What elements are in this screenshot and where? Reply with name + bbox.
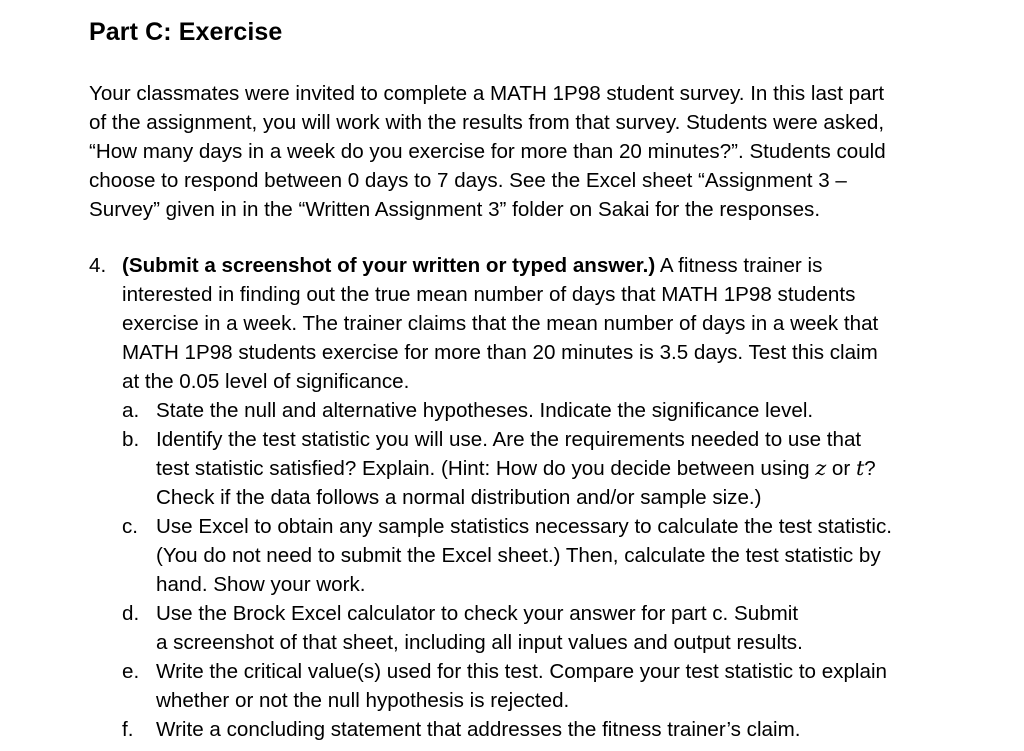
question-number: 4. (89, 254, 107, 277)
subpart-line-part: ? (864, 457, 876, 480)
subpart-line: State the null and alternative hypotheses. Indicate the significance level. (156, 399, 814, 422)
subpart-line: Write a concluding statement that addresses the fitness trainer’s claim. (156, 718, 801, 741)
intro-line: choose to respond between 0 days to 7 days. See the Excel sheet “Assignment 3 – (89, 169, 847, 192)
subpart-text (156, 512, 1006, 599)
intro-line: Your classmates were invited to complete a MATH 1P98 student survey. In this last part (89, 82, 885, 105)
subpart-line: Write the critical value(s) used for this test. Compare your test statistic to explain (156, 660, 887, 683)
subpart-letter: f. (122, 718, 134, 741)
subpart-text (156, 715, 1006, 744)
section-heading: Part C: Exercise (89, 18, 283, 46)
math-variable-t: t (855, 456, 865, 480)
subpart-list (0, 396, 1024, 744)
subpart-text (156, 396, 1006, 425)
subpart-text (156, 425, 1006, 512)
subpart-line-with-math (156, 454, 1006, 483)
question-first-line-rest: A fitness trainer is (655, 254, 823, 277)
intro-paragraph (89, 79, 989, 224)
subpart-letter: e. (122, 660, 140, 683)
subpart-line: Use Excel to obtain any sample statistics necessary to calculate the test statistic. (156, 515, 892, 538)
question-line: interested in finding out the true mean number of days that MATH 1P98 students (122, 283, 856, 306)
subpart-letter: a. (122, 399, 140, 422)
subpart-line: Use the Brock Excel calculator to check your answer for part c. Submit (156, 602, 799, 625)
question-body (122, 251, 1002, 396)
subpart-f (0, 715, 1024, 744)
intro-line: “How many days in a week do you exercise for more than 20 minutes?”. Students could (89, 140, 886, 163)
subpart-letter: c. (122, 515, 139, 538)
subpart-line: Identify the test statistic you will use. Are the requirements needed to use that (156, 428, 862, 451)
math-variable-z: z (815, 456, 827, 480)
subpart-line: Check if the data follows a normal distribution and/or sample size.) (156, 486, 762, 509)
question-line: MATH 1P98 students exercise for more than 20 minutes is 3.5 days. Test this claim (122, 341, 878, 364)
subpart-b (0, 425, 1024, 512)
question-line: exercise in a week. The trainer claims that the mean number of days in a week that (122, 312, 879, 335)
intro-line: Survey” given in in the “Written Assignment 3” folder on Sakai for the responses. (89, 198, 821, 221)
subpart-line: hand. Show your work. (156, 573, 366, 596)
subpart-line: (You do not need to submit the Excel sheet.) Then, calculate the test statistic by (156, 544, 881, 567)
subpart-letter: d. (122, 602, 140, 625)
subpart-e (0, 657, 1024, 715)
subpart-line-part: or (826, 457, 856, 480)
subpart-c (0, 512, 1024, 599)
subpart-text (156, 657, 1006, 715)
question-line: at the 0.05 level of significance. (122, 370, 410, 393)
subpart-line: whether or not the null hypothesis is rejected. (156, 689, 570, 712)
subpart-d (0, 599, 1024, 657)
subpart-letter: b. (122, 428, 140, 451)
subpart-text (156, 599, 1006, 657)
subpart-line: a screenshot of that sheet, including all input values and output results. (156, 631, 803, 654)
subpart-a (0, 396, 1024, 425)
question-bold-instruction: (Submit a screenshot of your written or typed answer.) (122, 254, 656, 277)
subpart-line-part: test statistic satisfied? Explain. (Hint: How do you decide between using (156, 457, 816, 480)
intro-line: of the assignment, you will work with the results from that survey. Students were asked, (89, 111, 885, 134)
question-first-line (122, 251, 1002, 280)
